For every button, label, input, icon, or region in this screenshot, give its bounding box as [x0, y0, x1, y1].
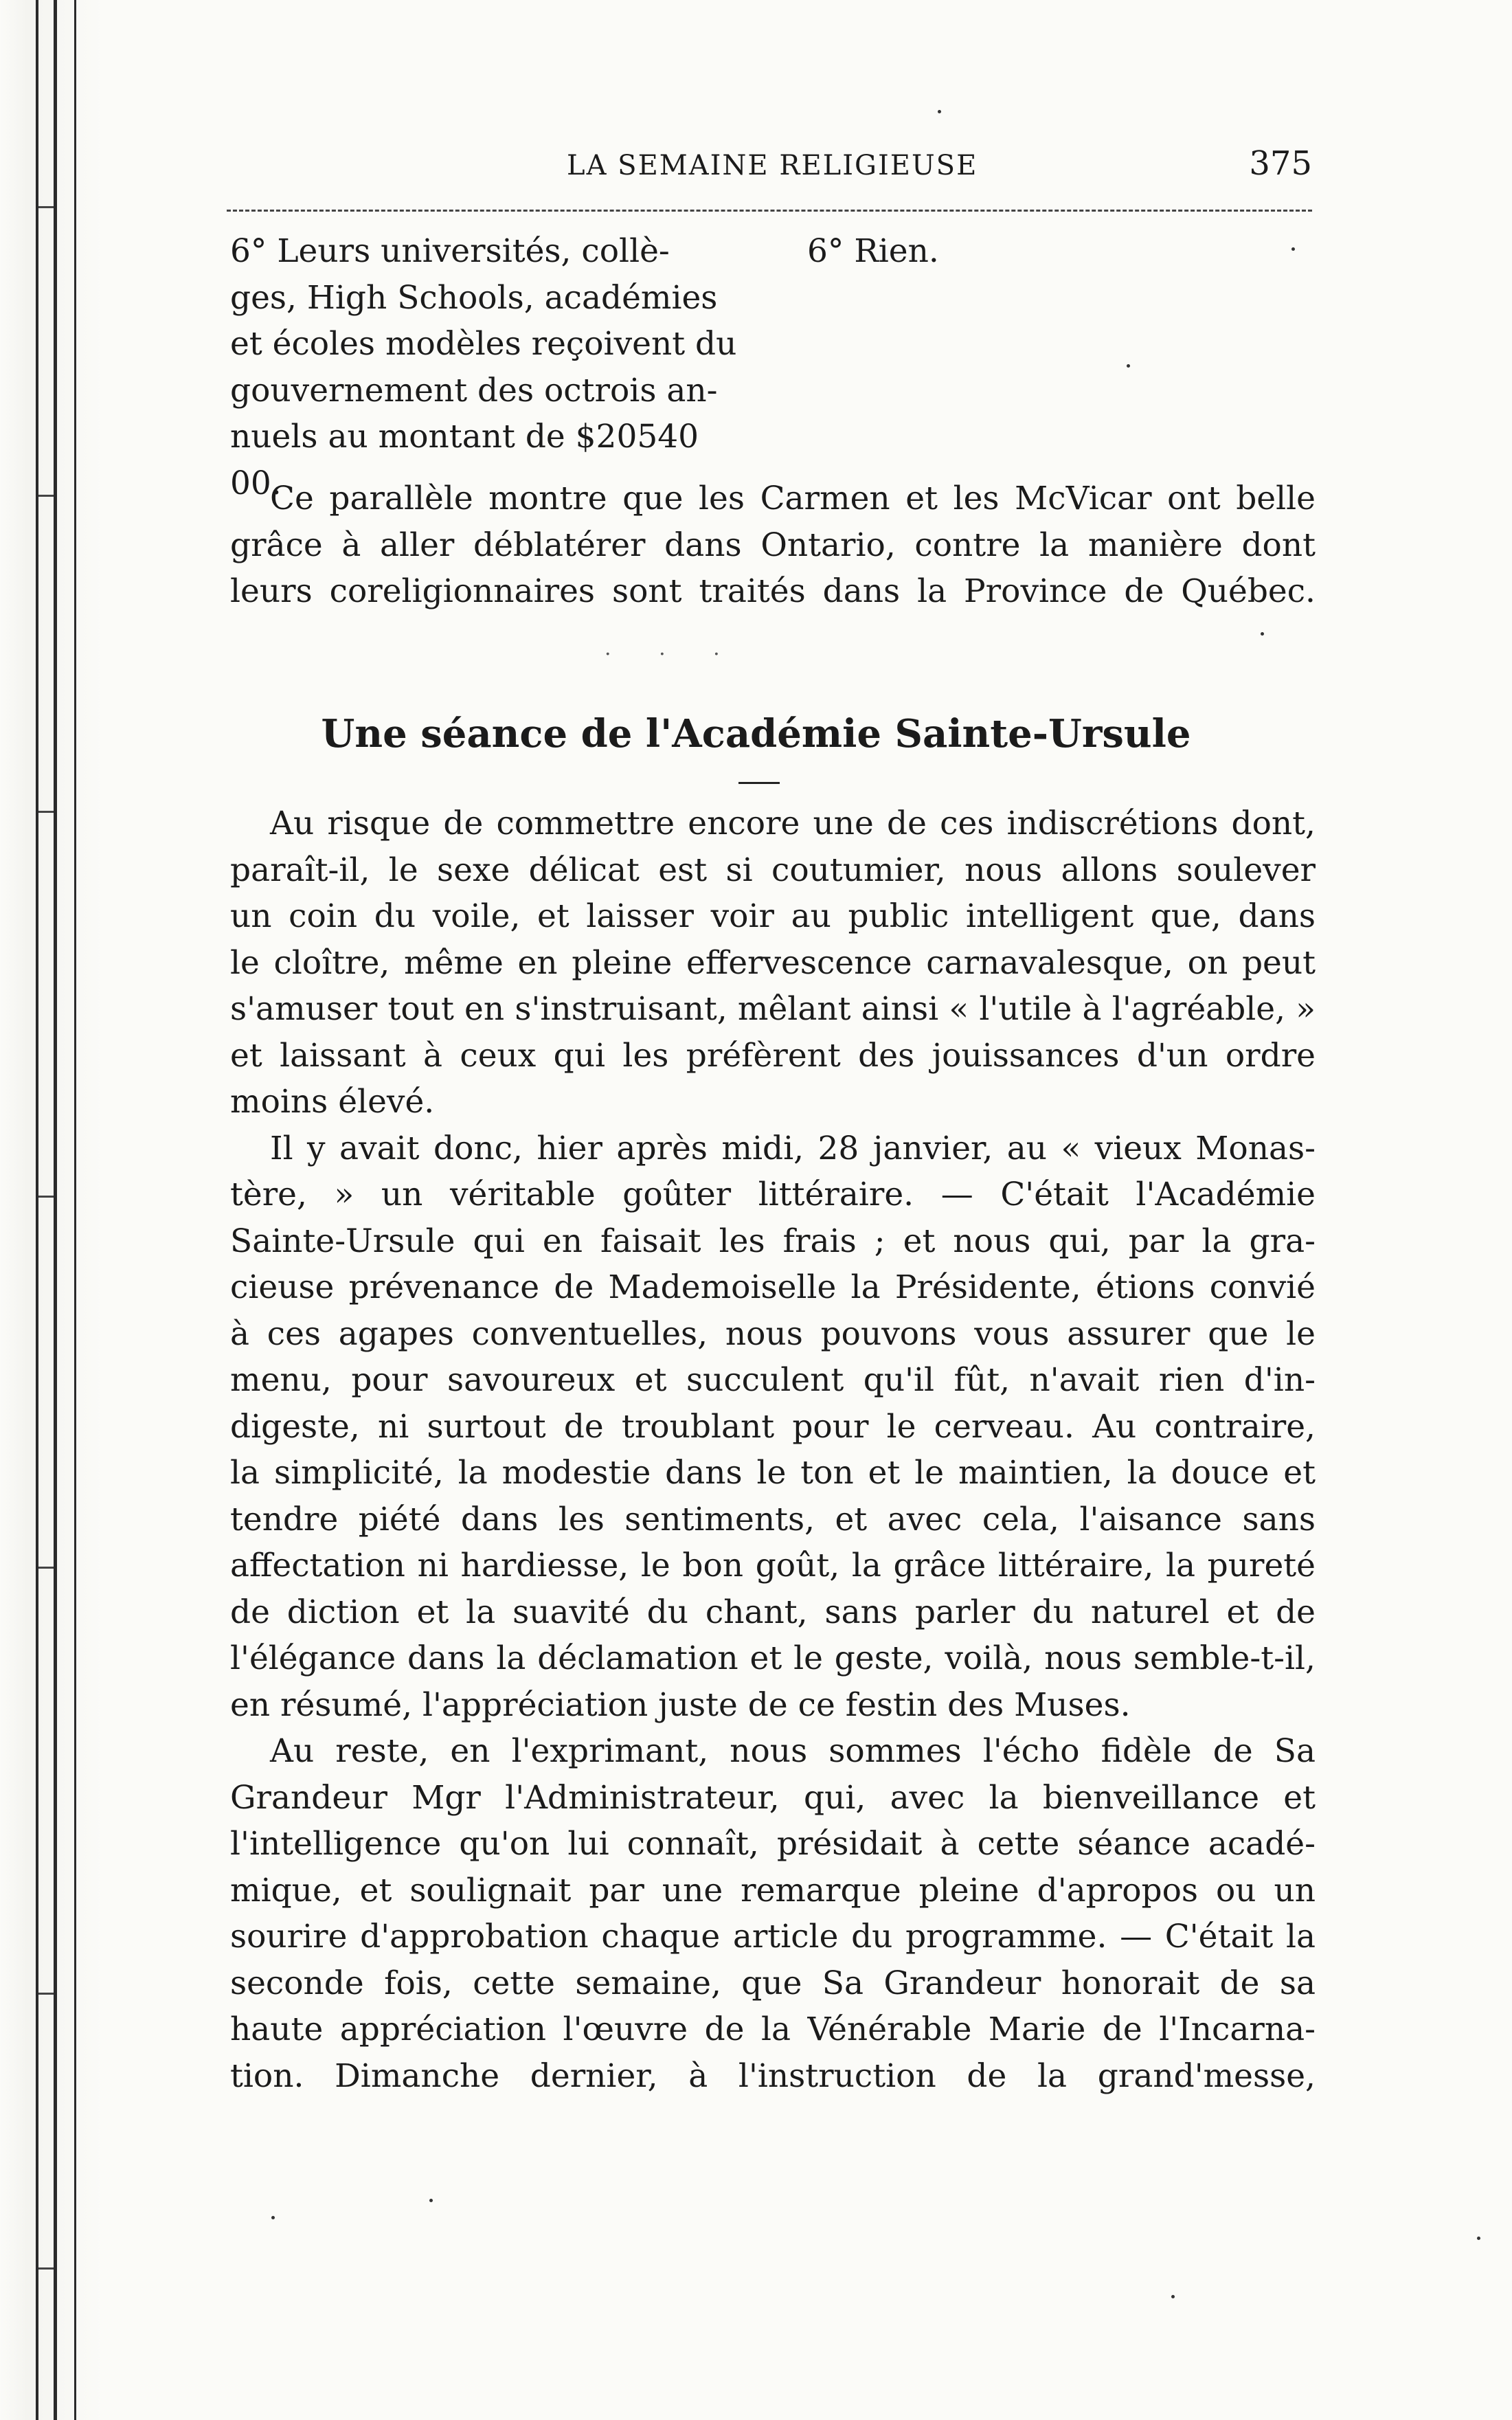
text-line: ges, High Schools, académies	[230, 278, 718, 317]
text-line: seconde fois, cette semaine, que Sa Grandeur honorait de sa	[230, 1964, 1316, 2002]
speck	[1171, 2295, 1175, 2298]
text-line: leurs coreligionnaires sont traités dans la Province de Québec.	[230, 572, 1316, 610]
text-line: de diction et la suavité du chant, sans parler du naturel et de	[230, 1593, 1316, 1631]
binding-tick	[38, 811, 54, 813]
text-line: un coin du voile, et laisser voir au public intelligent que, dans	[230, 897, 1316, 935]
scan-binding-edge	[0, 0, 103, 2420]
speck	[429, 2199, 433, 2202]
paragraph	[230, 800, 1316, 1125]
speck	[1127, 364, 1130, 368]
binding-tick	[38, 495, 54, 497]
text-line: sourire d'approbation chaque article du programme. — C'était la	[230, 1918, 1316, 1956]
text-line: tion. Dimanche dernier, à l'instruction de la grand'messe,	[230, 2057, 1316, 2095]
text-line: la simplicité, la modestie dans le ton et le maintien, la douce et	[230, 1454, 1316, 1492]
speck	[271, 2216, 275, 2219]
text-line: tendre piété dans les sentiments, et avec cela, l'aisance sans	[230, 1500, 1316, 1538]
speck	[1477, 2237, 1480, 2240]
text-line: haute appréciation l'œuvre de la Vénérable Marie de l'Incarna-	[230, 2010, 1316, 2048]
text-line: 6° Leurs universités, collè-	[230, 232, 670, 270]
running-head	[227, 144, 1312, 192]
text-line: paraît-il, le sexe délicat est si coutumier, nous allons soulever	[230, 851, 1316, 889]
section-title: Une séance de l'Académie Sainte-Ursule	[321, 711, 1191, 757]
text-line: s'amuser tout en s'instruisant, mêlant ainsi « l'utile à l'agréable, »	[230, 990, 1316, 1028]
binding-tick	[38, 1567, 54, 1569]
comparison-right-column: 6° Rien.	[807, 232, 939, 270]
speck	[1261, 632, 1264, 636]
text-line: menu, pour savoureux et succulent qu'il fût, n'avait rien d'in-	[230, 1361, 1316, 1399]
text-line: l'élégance dans la déclamation et le geste, voilà, nous semble-t-il,	[230, 1639, 1316, 1677]
binding-rule	[74, 0, 76, 2420]
text-line: Sainte-Ursule qui en faisait les frais ; et nous qui, par la gra-	[230, 1222, 1316, 1260]
text-line: Au reste, en l'exprimant, nous sommes l'écho fidèle de Sa	[270, 1732, 1316, 1770]
article-body	[230, 800, 1316, 2099]
binding-tick	[38, 1993, 54, 1995]
text-line: Il y avait donc, hier après midi, 28 janvier, au « vieux Monas-	[270, 1129, 1316, 1167]
text-line: grâce à aller déblatérer dans Ontario, contre la manière dont	[230, 526, 1316, 564]
page-number: 375	[1249, 144, 1312, 183]
text-line: l'intelligence qu'on lui connaît, présidait à cette séance acadé-	[230, 1825, 1316, 1863]
binding-rule	[54, 0, 57, 2420]
speck	[938, 110, 941, 113]
text-line: Grandeur Mgr l'Administrateur, qui, avec la bienveillance et	[230, 1778, 1316, 1817]
text-line: Au risque de commettre encore une de ces indiscrétions dont,	[270, 805, 1316, 842]
text-line: moins élevé.	[230, 1083, 435, 1121]
title-rule	[738, 782, 780, 784]
text-line: gouvernement des octrois an-	[230, 371, 718, 410]
binding-tick	[38, 1196, 54, 1198]
text-line: nuels au montant de $20540 00.	[230, 418, 699, 502]
text-line: en résumé, l'appréciation juste de ce festin des Muses.	[230, 1685, 1131, 1724]
parallel-paragraph	[230, 475, 1316, 615]
text-line: affectation ni hardiesse, le bon goût, la grâce littéraire, la pureté	[230, 1547, 1316, 1584]
binding-tick	[38, 2267, 54, 2270]
text-line: cieuse prévenance de Mademoiselle la Présidente, étions convié	[230, 1268, 1316, 1306]
text-line: tère, » un véritable goûter littéraire. — C'était l'Académie	[230, 1176, 1316, 1213]
binding-rule	[36, 0, 38, 2420]
comparison-left-column	[230, 228, 752, 506]
header-rule	[227, 210, 1312, 212]
section-separator-ornament: · · ·	[605, 642, 741, 666]
running-title: LA SEMAINE RELIGIEUSE	[567, 150, 978, 181]
paragraph	[230, 1728, 1316, 2099]
text-line: et laissant à ceux qui les préfèrent des jouissances d'un ordre	[230, 1036, 1316, 1075]
speck	[1291, 247, 1295, 251]
text-line: et écoles modèles reçoivent du	[230, 325, 737, 363]
text-line: digeste, ni surtout de troublant pour le cerveau. Au contraire,	[230, 1407, 1316, 1446]
binding-tick	[38, 206, 54, 208]
text-line: Ce parallèle montre que les Carmen et les McVicar ont belle	[270, 480, 1316, 517]
text-line: à ces agapes conventuelles, nous pouvons vous assurer que le	[230, 1314, 1316, 1353]
text-line: le cloître, même en pleine effervescence carnavalesque, on peut	[230, 943, 1316, 982]
text-line: mique, et soulignait par une remarque pleine d'apropos ou un	[230, 1871, 1316, 1909]
paragraph	[230, 1125, 1316, 1729]
